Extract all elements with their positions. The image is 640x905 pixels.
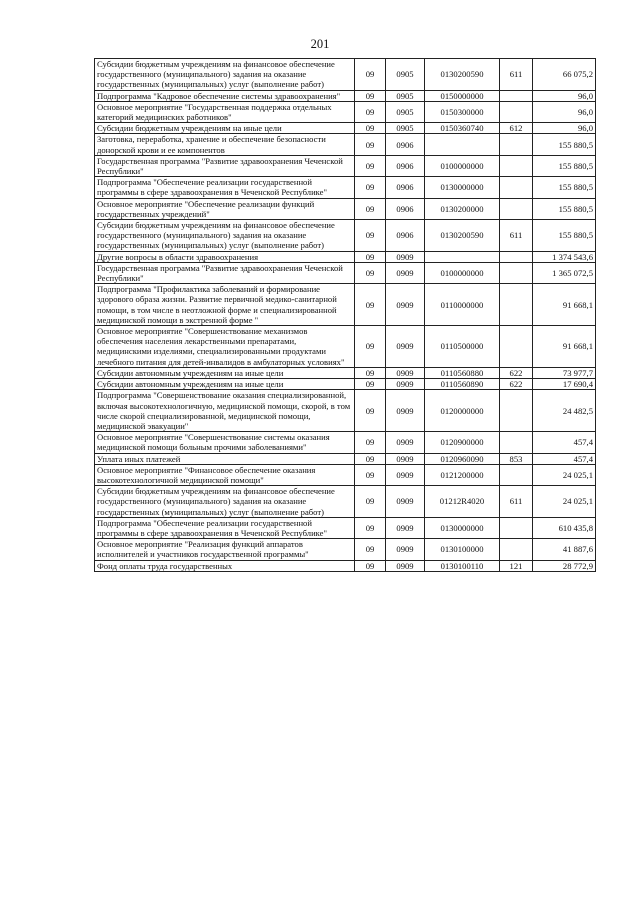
- row-amount-cell: 155 880,5: [533, 220, 596, 252]
- table-row: [95, 464, 596, 485]
- row-section-cell: 09: [355, 198, 386, 219]
- row-amount-cell: 155 880,5: [533, 134, 596, 155]
- row-name-cell: Подпрограмма "Обеспечение реализации государственной программы в сфере здравоохранения в Чеченской Республике": [95, 517, 355, 538]
- row-subsection-cell: 0909: [386, 284, 425, 326]
- table-row: [95, 367, 596, 378]
- row-section-cell: 09: [355, 390, 386, 432]
- budget-table-body: [95, 59, 596, 572]
- row-section-cell: 09: [355, 486, 386, 518]
- row-subsection-cell: 0906: [386, 220, 425, 252]
- row-target-article-cell: 0130000000: [425, 177, 500, 198]
- row-section-cell: 09: [355, 453, 386, 464]
- row-expense-type-cell: [500, 390, 533, 432]
- row-section-cell: 09: [355, 155, 386, 176]
- row-expense-type-cell: [500, 90, 533, 101]
- row-expense-type-cell: [500, 198, 533, 219]
- row-section-cell: 09: [355, 539, 386, 560]
- row-expense-type-cell: [500, 432, 533, 453]
- row-name-cell: Субсидии бюджетным учреждениям на иные цели: [95, 123, 355, 134]
- row-target-article-cell: 0150360740: [425, 123, 500, 134]
- row-amount-cell: 96,0: [533, 90, 596, 101]
- row-section-cell: 09: [355, 464, 386, 485]
- table-row: [95, 177, 596, 198]
- row-name-cell: Основное мероприятие "Совершенствование механизмов обеспечения населения лекарственными препаратами, медицинскими изделиями, специализированными продуктами лечебного питания для детей-инвалидов в амбулаторных условиях": [95, 326, 355, 368]
- row-amount-cell: 17 690,4: [533, 379, 596, 390]
- row-section-cell: 09: [355, 251, 386, 262]
- row-target-article-cell: 0130100110: [425, 560, 500, 571]
- row-target-article-cell: 0100000000: [425, 155, 500, 176]
- row-section-cell: 09: [355, 123, 386, 134]
- row-subsection-cell: 0906: [386, 198, 425, 219]
- row-target-article-cell: 0121200000: [425, 464, 500, 485]
- row-subsection-cell: 0906: [386, 155, 425, 176]
- row-expense-type-cell: [500, 251, 533, 262]
- row-subsection-cell: 0909: [386, 326, 425, 368]
- table-row: [95, 123, 596, 134]
- row-name-cell: Подпрограмма "Обеспечение реализации государственной программы в сфере здравоохранения в Чеченской Республике": [95, 177, 355, 198]
- row-target-article-cell: [425, 251, 500, 262]
- row-target-article-cell: 0130000000: [425, 517, 500, 538]
- row-amount-cell: 155 880,5: [533, 198, 596, 219]
- row-amount-cell: 610 435,8: [533, 517, 596, 538]
- row-expense-type-cell: 611: [500, 59, 533, 91]
- row-name-cell: Заготовка, переработка, хранение и обеспечение безопасности донорской крови и ее компонентов: [95, 134, 355, 155]
- row-target-article-cell: 0110500000: [425, 326, 500, 368]
- row-name-cell: Основное мероприятие "Обеспечение реализации функций государственных учреждений": [95, 198, 355, 219]
- row-subsection-cell: 0905: [386, 101, 425, 122]
- row-amount-cell: 1 365 072,5: [533, 262, 596, 283]
- row-subsection-cell: 0909: [386, 453, 425, 464]
- row-expense-type-cell: 622: [500, 379, 533, 390]
- row-name-cell: Основное мероприятие "Совершенствование системы оказания медицинской помощи больным прочими заболеваниями": [95, 432, 355, 453]
- row-name-cell: Основное мероприятие "Государственная поддержка отдельных категорий медицинских работников": [95, 101, 355, 122]
- row-expense-type-cell: [500, 464, 533, 485]
- row-amount-cell: 96,0: [533, 123, 596, 134]
- row-section-cell: 09: [355, 367, 386, 378]
- row-name-cell: Уплата иных платежей: [95, 453, 355, 464]
- row-expense-type-cell: 611: [500, 486, 533, 518]
- row-target-article-cell: 0110560880: [425, 367, 500, 378]
- row-target-article-cell: 01212R4020: [425, 486, 500, 518]
- row-subsection-cell: 0909: [386, 432, 425, 453]
- table-row: [95, 284, 596, 326]
- row-name-cell: Субсидии бюджетным учреждениям на финансовое обеспечение государственного (муниципального) задания на оказание государственных (муниципальных) услуг (выполнение работ): [95, 59, 355, 91]
- table-row: [95, 251, 596, 262]
- row-amount-cell: 73 977,7: [533, 367, 596, 378]
- row-subsection-cell: 0909: [386, 390, 425, 432]
- row-amount-cell: 24 482,5: [533, 390, 596, 432]
- row-target-article-cell: 0120960090: [425, 453, 500, 464]
- row-target-article-cell: 0150300000: [425, 101, 500, 122]
- table-row: [95, 539, 596, 560]
- row-amount-cell: 41 887,6: [533, 539, 596, 560]
- row-name-cell: Другие вопросы в области здравоохранения: [95, 251, 355, 262]
- table-row: [95, 220, 596, 252]
- row-subsection-cell: 0909: [386, 464, 425, 485]
- row-name-cell: Субсидии автономным учреждениям на иные цели: [95, 367, 355, 378]
- row-subsection-cell: 0909: [386, 517, 425, 538]
- row-name-cell: Основное мероприятие "Реализация функций аппаратов исполнителей и участников государственной программы": [95, 539, 355, 560]
- row-section-cell: 09: [355, 379, 386, 390]
- row-amount-cell: 28 772,9: [533, 560, 596, 571]
- row-target-article-cell: 0150000000: [425, 90, 500, 101]
- row-expense-type-cell: [500, 262, 533, 283]
- row-section-cell: 09: [355, 517, 386, 538]
- row-name-cell: Основное мероприятие "Финансовое обеспечение оказания высокотехнологичной медицинской помощи": [95, 464, 355, 485]
- table-row: [95, 101, 596, 122]
- row-subsection-cell: 0909: [386, 262, 425, 283]
- row-section-cell: 09: [355, 90, 386, 101]
- row-amount-cell: 457,4: [533, 453, 596, 464]
- row-section-cell: 09: [355, 262, 386, 283]
- row-amount-cell: 155 880,5: [533, 177, 596, 198]
- row-subsection-cell: 0905: [386, 123, 425, 134]
- row-name-cell: Подпрограмма "Кадровое обеспечение системы здравоохранения": [95, 90, 355, 101]
- row-name-cell: Подпрограмма "Совершенствование оказания специализированной, включая высокотехнологичную, медицинской помощи, скорой, в том числе скорой специализированной, медицинской помощи, медицинской эвакуации": [95, 390, 355, 432]
- row-subsection-cell: 0909: [386, 539, 425, 560]
- table-row: [95, 453, 596, 464]
- page-number: 201: [310, 37, 330, 51]
- row-section-cell: 09: [355, 284, 386, 326]
- table-row: [95, 517, 596, 538]
- row-section-cell: 09: [355, 220, 386, 252]
- row-name-cell: Подпрограмма "Профилактика заболеваний и формирование здорового образа жизни. Развитие первичной медико-санитарной помощи, в том числе в неотложной форме и специализированной медицинской помощи в экстренной форме ": [95, 284, 355, 326]
- row-amount-cell: 66 075,2: [533, 59, 596, 91]
- table-row: [95, 155, 596, 176]
- table-row: [95, 262, 596, 283]
- row-target-article-cell: 0130200590: [425, 220, 500, 252]
- row-amount-cell: 24 025,1: [533, 464, 596, 485]
- table-row: [95, 90, 596, 101]
- row-subsection-cell: 0909: [386, 367, 425, 378]
- table-row: [95, 560, 596, 571]
- row-target-article-cell: 0130200590: [425, 59, 500, 91]
- row-expense-type-cell: 622: [500, 367, 533, 378]
- row-section-cell: 09: [355, 177, 386, 198]
- row-section-cell: 09: [355, 134, 386, 155]
- row-subsection-cell: 0906: [386, 177, 425, 198]
- row-expense-type-cell: [500, 101, 533, 122]
- table-row: [95, 326, 596, 368]
- row-name-cell: Фонд оплаты труда государственных: [95, 560, 355, 571]
- row-expense-type-cell: [500, 326, 533, 368]
- table-row: [95, 134, 596, 155]
- row-amount-cell: 24 025,1: [533, 486, 596, 518]
- row-amount-cell: 155 880,5: [533, 155, 596, 176]
- row-amount-cell: 457,4: [533, 432, 596, 453]
- row-expense-type-cell: [500, 539, 533, 560]
- row-expense-type-cell: 612: [500, 123, 533, 134]
- row-subsection-cell: 0909: [386, 251, 425, 262]
- row-section-cell: 09: [355, 101, 386, 122]
- row-section-cell: 09: [355, 59, 386, 91]
- row-expense-type-cell: 121: [500, 560, 533, 571]
- row-expense-type-cell: [500, 284, 533, 326]
- row-target-article-cell: 0100000000: [425, 262, 500, 283]
- row-section-cell: 09: [355, 432, 386, 453]
- table-row: [95, 432, 596, 453]
- table-row: [95, 486, 596, 518]
- row-amount-cell: 1 374 543,6: [533, 251, 596, 262]
- row-name-cell: Государственная программа "Развитие здравоохранения Чеченской Республики": [95, 262, 355, 283]
- row-target-article-cell: 0110000000: [425, 284, 500, 326]
- row-expense-type-cell: [500, 155, 533, 176]
- row-target-article-cell: 0130100000: [425, 539, 500, 560]
- row-name-cell: Субсидии бюджетным учреждениям на финансовое обеспечение государственного (муниципального) задания на оказание государственных (муниципальных) услуг (выполнение работ): [95, 220, 355, 252]
- row-name-cell: Субсидии автономным учреждениям на иные цели: [95, 379, 355, 390]
- table-row: [95, 390, 596, 432]
- row-subsection-cell: 0909: [386, 486, 425, 518]
- row-target-article-cell: 0110560890: [425, 379, 500, 390]
- row-name-cell: Субсидии бюджетным учреждениям на финансовое обеспечение государственного (муниципального) задания на оказание государственных (муниципальных) услуг (выполнение работ): [95, 486, 355, 518]
- row-section-cell: 09: [355, 326, 386, 368]
- row-expense-type-cell: [500, 517, 533, 538]
- row-expense-type-cell: 853: [500, 453, 533, 464]
- row-target-article-cell: 0120000000: [425, 390, 500, 432]
- table-row: [95, 379, 596, 390]
- row-name-cell: Государственная программа "Развитие здравоохранения Чеченской Республики": [95, 155, 355, 176]
- row-subsection-cell: 0909: [386, 560, 425, 571]
- row-target-article-cell: 0120900000: [425, 432, 500, 453]
- row-amount-cell: 91 668,1: [533, 284, 596, 326]
- row-subsection-cell: 0909: [386, 379, 425, 390]
- row-target-article-cell: [425, 134, 500, 155]
- row-amount-cell: 96,0: [533, 101, 596, 122]
- row-subsection-cell: 0905: [386, 90, 425, 101]
- table-row: [95, 59, 596, 91]
- row-target-article-cell: 0130200000: [425, 198, 500, 219]
- budget-table: [94, 58, 596, 572]
- table-row: [95, 198, 596, 219]
- row-expense-type-cell: [500, 177, 533, 198]
- row-section-cell: 09: [355, 560, 386, 571]
- row-subsection-cell: 0906: [386, 134, 425, 155]
- row-expense-type-cell: [500, 134, 533, 155]
- row-amount-cell: 91 668,1: [533, 326, 596, 368]
- row-expense-type-cell: 611: [500, 220, 533, 252]
- row-subsection-cell: 0905: [386, 59, 425, 91]
